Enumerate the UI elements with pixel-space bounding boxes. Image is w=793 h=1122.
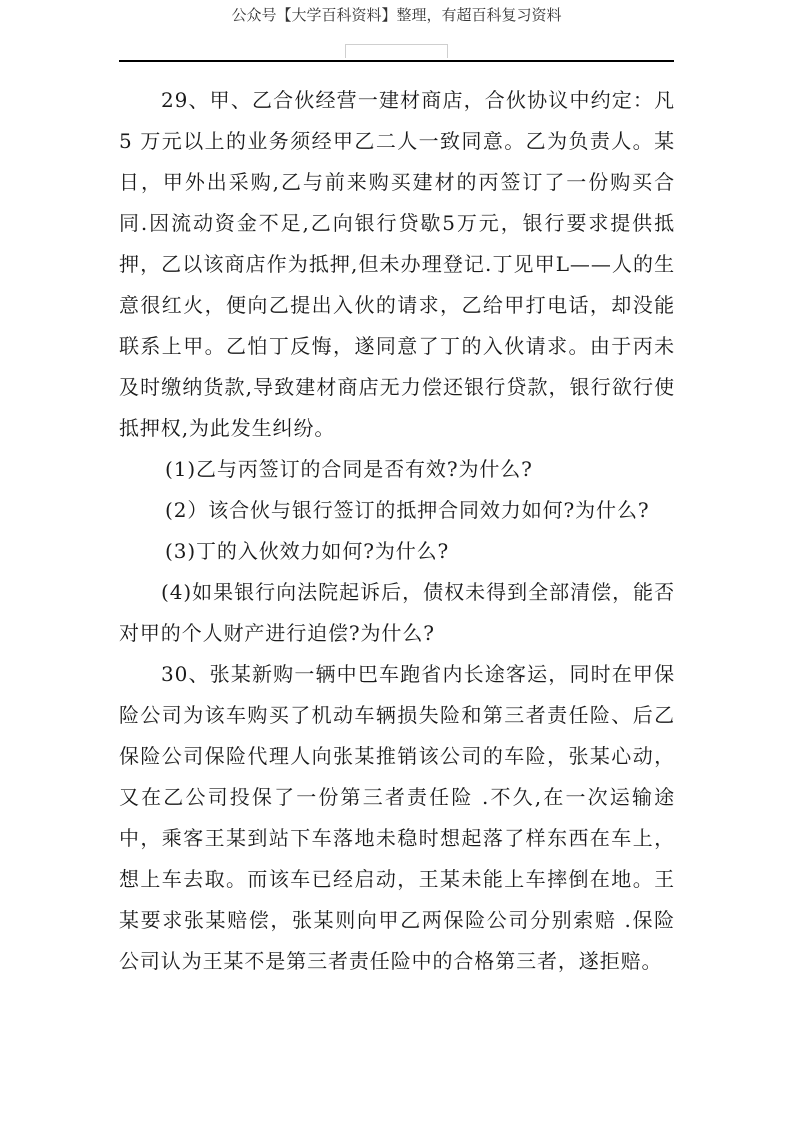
question-30: 30、张某新购一辆中巴车跑省内长途客运，同时在甲保险公司为该车购买了机动车辆损失险和第三者责任险、后乙保险公司保险代理人向张某推销该公司的车险，张某心动，又在乙公司投保了一份第三者责任险 .不久,在一次运输途中，乘客王某到站下车落地未稳时想起落了样东西在车上，想上车去取。而该车已经启动，王某未能上车摔倒在地。王某要求张某赔偿，张某则向甲乙两保险公司分别索赔 .保险公司认为王某不是第三者责任险中的合格第三者，遂拒赔。 <box>119 662 675 973</box>
page-header-text: 公众号【大学百科资料】整理，有超百科复习资料 <box>231 6 562 24</box>
question-29-sub-3: (3)丁的入伙效力如何?为什么? <box>165 539 450 563</box>
question-29-sub-2: (2）该合伙与银行签订的抵押合同效力如何?为什么? <box>165 498 650 522</box>
question-29-sub-1: (1)乙与丙签订的合同是否有效?为什么? <box>165 457 533 481</box>
question-29-sub-4: (4)如果银行向法院起诉后，债权未得到全部清偿，能否对甲的个人财产进行迫偿?为什么? <box>119 580 675 645</box>
document-body <box>119 80 675 982</box>
header-box <box>345 44 448 58</box>
question-29-intro: 29、甲、乙合伙经营一建材商店，合伙协议中约定：凡5 万元以上的业务须经甲乙二人一致同意。乙为负责人。某日，甲外出采购,乙与前来购买建材的丙签订了一份购买合同.因流动资金不足,乙向银行贷歇5万元，银行要求提供抵押，乙以该商店作为抵押,但未办理登记.丁见甲L——人的生意很红火，便向乙提出入伙的请求，乙给甲打电话，却没能联系上甲。乙怕丁反悔，遂同意了丁的入伙请求。由于丙未及时缴纳货款,导致建材商店无力偿还银行贷款，银行欲行使抵押权,为此发生纠纷。 <box>119 88 675 440</box>
header-rule <box>119 60 674 62</box>
